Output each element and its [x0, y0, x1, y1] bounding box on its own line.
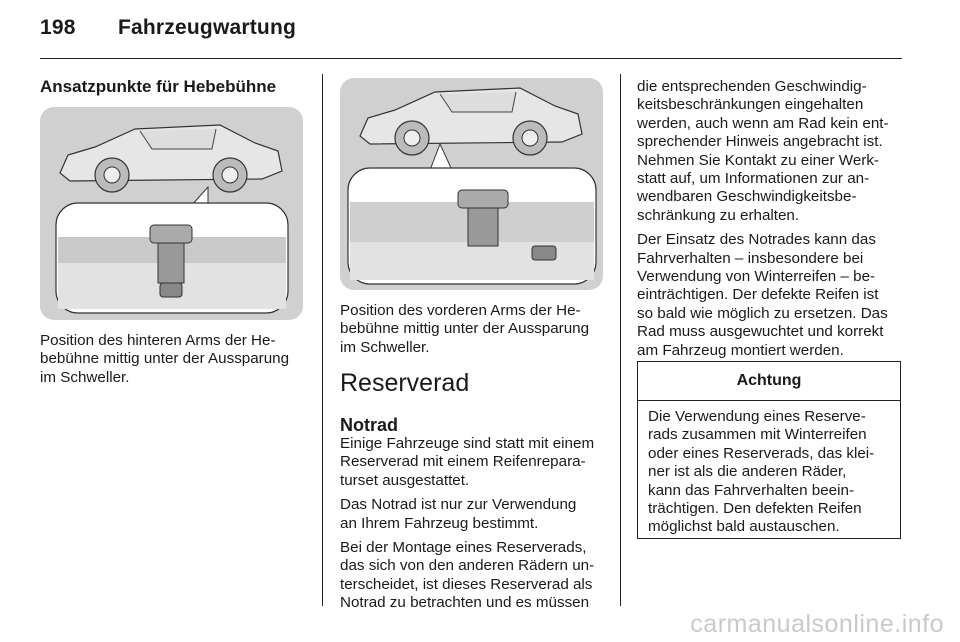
rear-arm-caption: Position des hinteren Arms der He- bebühne mittig unter der Aussparung im Schweller. [40, 332, 290, 386]
page-number: 198 [40, 16, 76, 39]
front-arm-caption: Position des vorderen Arms der He- bebühne mittig unter der Aussparung im Schweller. [340, 302, 590, 356]
spare-wheel-section [340, 369, 604, 397]
warning-title: Achtung [638, 362, 900, 401]
front-lift-arm-illustration [340, 78, 603, 290]
column-divider-1 [322, 74, 323, 606]
column-3-text [637, 78, 903, 360]
warning-text: Die Verwendung eines Reserve- rads zusammen mit Winterreifen oder eines Reserverads, das klei- ner ist als die anderen Räder, kann das Fahrverhalten beein- trächtigen. Den defekten Reifen möglichst bald austauschen. [648, 408, 875, 536]
page-header [40, 16, 296, 40]
column-divider-2 [620, 74, 621, 606]
watermark: carmanualsonline.info [690, 610, 944, 638]
front-car-lift-drawing [340, 78, 603, 290]
chapter-title: Fahrzeugwartung [118, 16, 297, 39]
paragraph: Einige Fahrzeuge sind statt mit einem Reserverad mit einem Reifenrepara- turset ausgestattet. [340, 435, 595, 489]
section-title: Reserverad [340, 369, 470, 397]
paragraph: Bei der Montage eines Reserverads, das sich von den anderen Rädern un- terscheidet, ist dieses Reserverad als Notrad zu betrachten und es müssen [340, 539, 595, 612]
paragraph: Das Notrad ist nur zur Verwendung an Ihrem Fahrzeug bestimmt. [340, 496, 577, 532]
paragraph: Der Einsatz des Notrades kann das Fahrverhalten – insbesondere bei Verwendung von Winterreifen – be- einträchtigen. Der defekte Reifen ist so bald wie möglich zu ersetzen. Das Rad muss ausgewuchtet und korrekt am Fahrzeug montiert werden. [637, 231, 888, 359]
subsection-title: Notrad [340, 415, 398, 435]
lift-points-heading-wrap [40, 78, 306, 96]
emergency-wheel-section [340, 415, 604, 613]
warning-box [637, 361, 901, 539]
rear-car-lift-drawing [40, 107, 303, 320]
paragraph: die entsprechenden Geschwindig- keitsbeschränkungen eingehalten werden, auch wenn am Rad kein ent- sprechender Hinweis angebracht ist. Nehmen Sie Kontakt zu einer Werk- statt auf, um Informationen zur an- wendbaren Geschwindigkeitsbe- schränkung zu erhalten. [637, 78, 889, 224]
header-rule [40, 58, 902, 59]
rear-lift-arm-illustration [40, 107, 303, 320]
lift-points-heading: Ansatzpunkte für Hebebühne [40, 77, 277, 96]
